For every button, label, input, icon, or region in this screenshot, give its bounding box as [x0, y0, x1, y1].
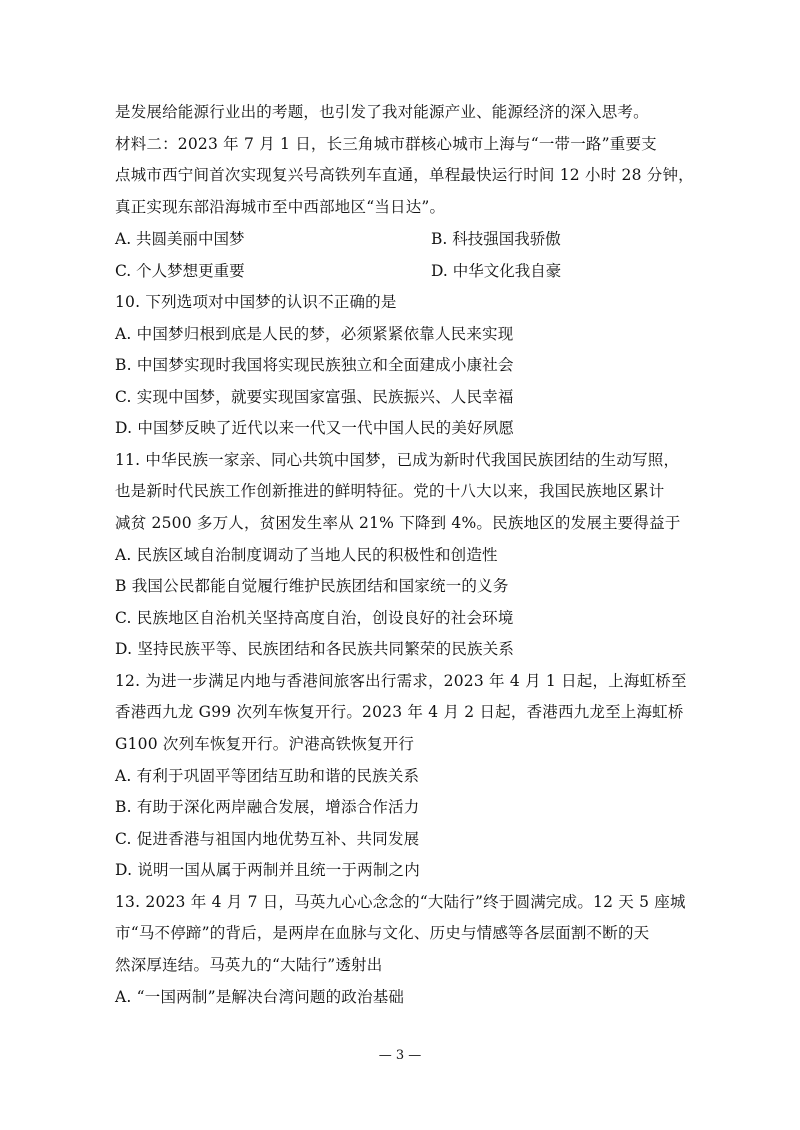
q12-stem-line: 香港西九龙 G99 次列车恢复开行。2023 年 4 月 2 日起，香港西九龙至上海虹桥: [115, 703, 684, 721]
q12-option-d: D. 说明一国从属于两制并且统一于两制之内: [115, 861, 420, 879]
q9-option-b: B. 科技强国我骄傲: [431, 230, 561, 248]
page-number: — 3 —: [378, 1048, 422, 1063]
q10-option-c: C. 实现中国梦，就要实现国家富强、民族振兴、人民幸福: [115, 388, 514, 406]
q11-stem-line: 11. 中华民族一家亲、同心共筑中国梦，已成为新时代我国民族团结的生动写照，: [115, 451, 680, 469]
q13-stem-line: 13. 2023 年 4 月 7 日，马英九心心念念的“大陆行”终于圆满完成。12 天 5 座城: [115, 893, 686, 911]
q12-option-b: B. 有助于深化两岸融合发展，增添合作活力: [115, 798, 420, 816]
q10-stem: 10. 下列选项对中国梦的认识不正确的是: [115, 293, 397, 311]
q11-stem-line: 减贫 2500 多万人，贫困发生率从 21% 下降到 4%。民族地区的发展主要得益于: [115, 514, 681, 532]
q11-stem-line: 也是新时代民族工作创新推进的鲜明特征。党的十八大以来，我国民族地区累计: [115, 482, 665, 500]
q12-option-c: C. 促进香港与祖国内地优势互补、共同发展: [115, 830, 420, 848]
q12-option-a: A. 有利于巩固平等团结互助和谐的民族关系: [115, 767, 420, 785]
q9-option-c: C. 个人梦想更重要: [115, 262, 245, 280]
q13-stem-line: 市“马不停蹄”的背后，是两岸在血脉与文化、历史与情感等各层面割不断的天: [115, 924, 650, 942]
q11-option-c: C. 民族地区自治机关坚持高度自治，创设良好的社会环境: [115, 609, 514, 627]
q10-option-d: D. 中国梦反映了近代以来一代又一代中国人民的美好夙愿: [115, 419, 515, 437]
q13-stem-line: 然深厚连结。马英九的“大陆行”透射出: [115, 956, 383, 974]
text-line: 是发展给能源行业出的考题，也引发了我对能源产业、能源经济的深入思考。: [115, 103, 649, 121]
q12-stem-line: 12. 为进一步满足内地与香港间旅客出行需求，2023 年 4 月 1 日起，上海虹桥至: [115, 672, 687, 690]
q9-option-d: D. 中华文化我自豪: [431, 262, 562, 280]
q11-option-d: D. 坚持民族平等、民族团结和各民族共同繁荣的民族关系: [115, 640, 515, 658]
q13-option-a: A. “一国两制”是解决台湾问题的政治基础: [115, 988, 405, 1006]
q12-stem-line: G100 次列车恢复开行。沪港高铁恢复开行: [115, 735, 415, 753]
text-line: 真正实现东部沿海城市至中西部地区“当日达”。: [115, 198, 446, 216]
q11-option-a: A. 民族区域自治制度调动了当地人民的积极性和创造性: [115, 546, 498, 564]
q10-option-b: B. 中国梦实现时我国将实现民族独立和全面建成小康社会: [115, 356, 514, 374]
q10-option-a: A. 中国梦归根到底是人民的梦，必须紧紧依靠人民来实现: [115, 325, 514, 343]
q9-option-a: A. 共圆美丽中国梦: [115, 230, 245, 248]
text-line: 材料二：2023 年 7 月 1 日，长三角城市群核心城市上海与“一带一路”重要支: [115, 135, 657, 153]
text-line: 点城市西宁间首次实现复兴号高铁列车直通，单程最快运行时间 12 小时 28 分钟，: [115, 166, 694, 184]
q11-option-b: B 我国公民都能自觉履行维护民族团结和国家统一的义务: [115, 577, 509, 595]
